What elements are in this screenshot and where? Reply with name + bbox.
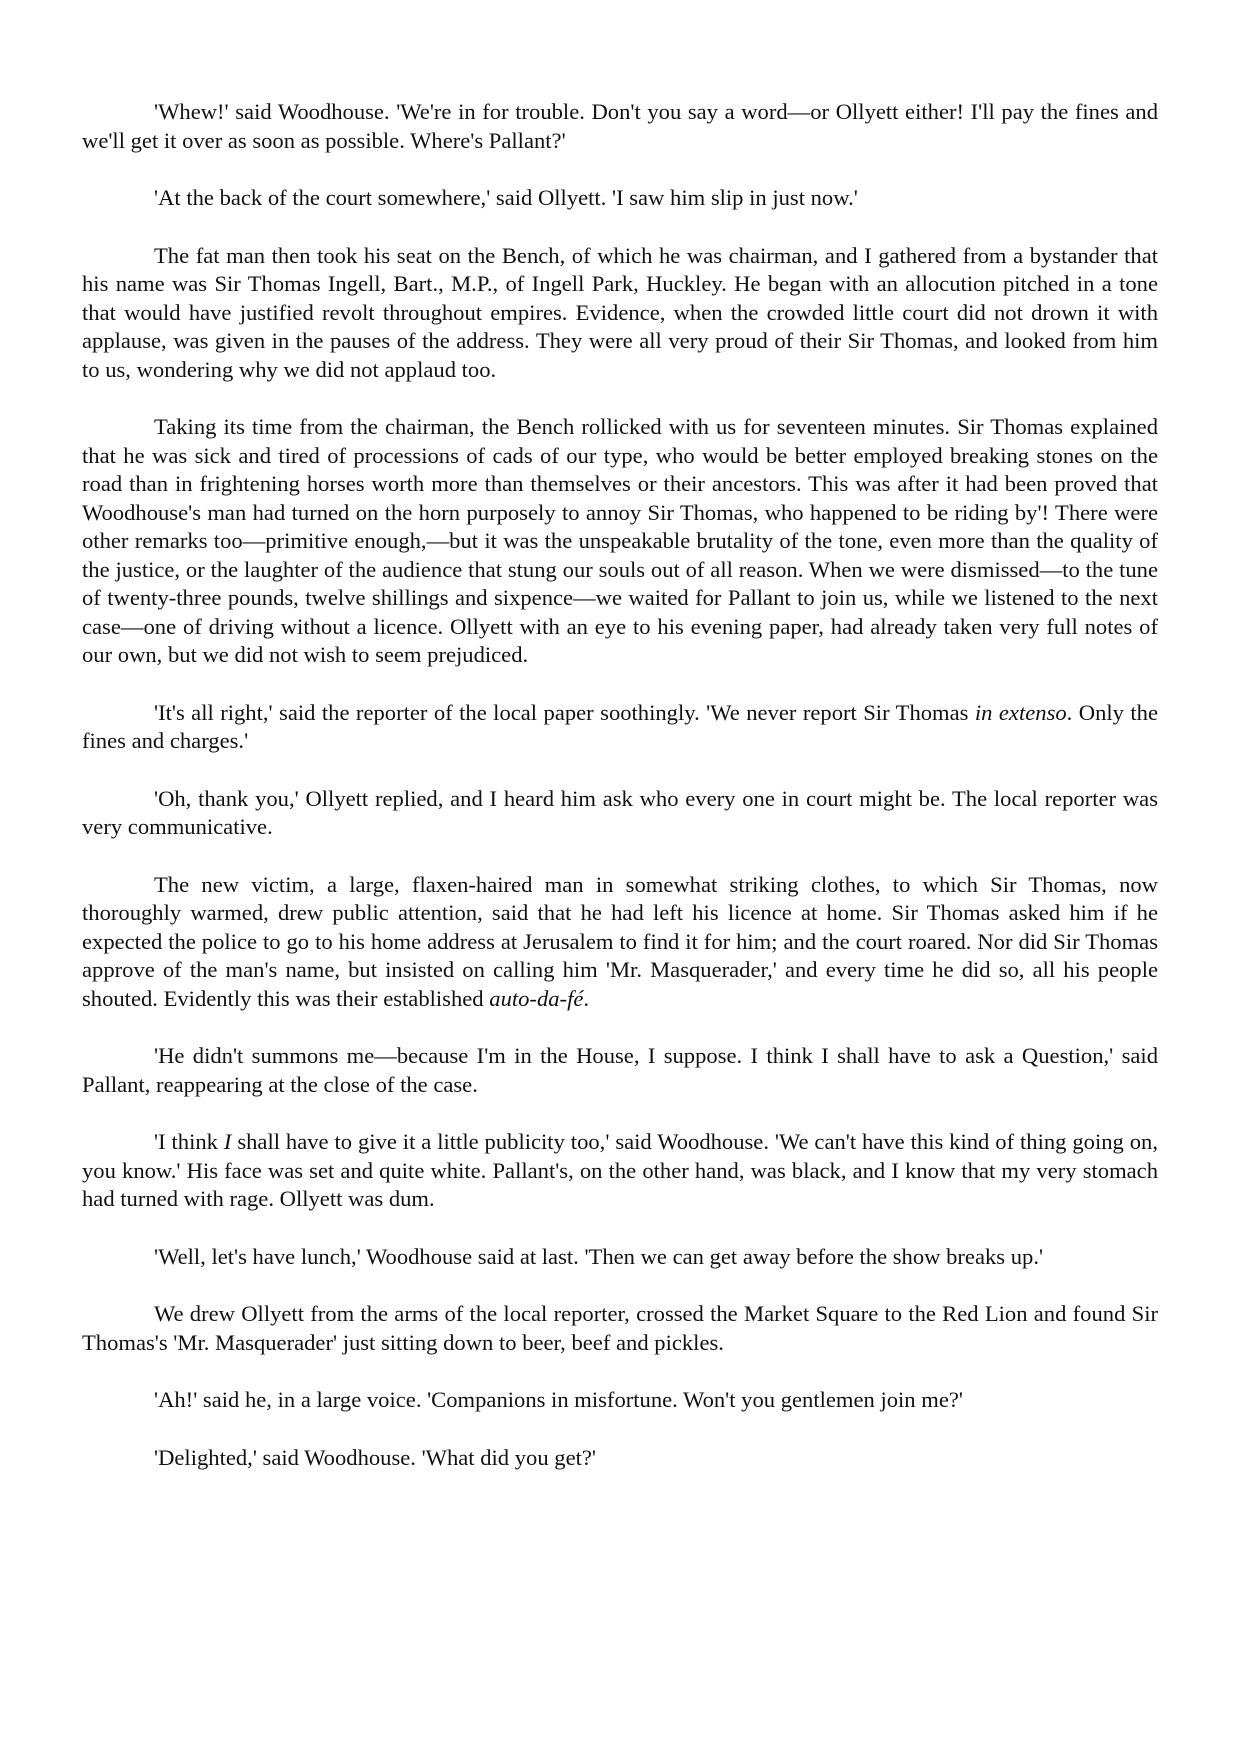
paragraph bbox=[82, 184, 1158, 213]
paragraph-text: 'Delighted,' said Woodhouse. 'What did you get?' bbox=[154, 1444, 596, 1470]
italic-phrase: I bbox=[223, 1129, 232, 1154]
paragraph-text: shall have to give it a little publicity too,' said Woodhouse. 'We can't have this kind of thing going on, you know.' His face was set and quite white. Pallant's, on the other hand, was black, and I know that my very stomach had turned with rage. Ollyett was dum. bbox=[82, 1129, 1158, 1211]
document-page bbox=[82, 98, 1158, 1472]
paragraph bbox=[82, 1444, 1158, 1473]
paragraph-text: 'Ah!' said he, in a large voice. 'Companions in misfortune. Won't you gentlemen join me?' bbox=[154, 1387, 963, 1412]
paragraph-text: We drew Ollyett from the arms of the local reporter, crossed the Market Square to the Red Lion and found Sir Thomas's 'Mr. Masquerader' just sitting down to beer, beef and pickles. bbox=[82, 1301, 1158, 1355]
paragraph bbox=[82, 1042, 1158, 1099]
paragraph bbox=[82, 242, 1158, 385]
paragraph bbox=[82, 871, 1158, 1014]
paragraph-text: 'Well, let's have lunch,' Woodhouse said at last. 'Then we can get away before the show breaks up.' bbox=[154, 1243, 1044, 1269]
paragraph-text: 'I think bbox=[154, 1129, 224, 1154]
paragraph bbox=[82, 413, 1158, 670]
italic-phrase: in extenso bbox=[974, 699, 1067, 725]
paragraph-text: 'At the back of the court somewhere,' said Ollyett. 'I saw him slip in just now.' bbox=[154, 185, 858, 210]
paragraph-text: 'He didn't summons me—because I'm in the House, I suppose. I think I shall have to ask a Question,' said Pallant, reappearing at the close of the case. bbox=[82, 1043, 1158, 1097]
paragraph bbox=[82, 1128, 1158, 1214]
paragraph-text: The new victim, a large, flaxen-haired man in somewhat striking clothes, to which Sir Thomas, now thoroughly warmed, drew public attention, said that he had left his licence at home. Sir Thomas asked him if he expected the police to go to his home address at Jerusalem to find it for him; and the court roared. Nor did Sir Thomas approve of the man's name, but insisted on calling him 'Mr. Masquerader,' and every time he did so, all his people shouted. Evidently this was their established bbox=[82, 871, 1158, 1011]
paragraph bbox=[82, 699, 1158, 756]
paragraph-text: 'It's all right,' said the reporter of the local paper soothingly. 'We never report Sir Thomas bbox=[154, 699, 975, 725]
paragraph-text: 'Whew!' said Woodhouse. 'We're in for trouble. Don't you say a word—or Ollyett either! I'll pay the fines and we'll get it over as soon as possible. Where's Pallant?' bbox=[82, 99, 1158, 153]
paragraph-text: . Only the fines and charges.' bbox=[82, 699, 1158, 753]
paragraph-text: 'Oh, thank you,' Ollyett replied, and I heard him ask who every one in court might be. The local reporter was very communicative. bbox=[82, 785, 1158, 839]
paragraph-text: . bbox=[583, 985, 590, 1011]
paragraph bbox=[82, 98, 1158, 155]
paragraph bbox=[82, 1243, 1158, 1272]
paragraph bbox=[82, 785, 1158, 842]
paragraph bbox=[82, 1300, 1158, 1357]
italic-phrase: auto-da-fé bbox=[489, 985, 584, 1011]
paragraph-text: The fat man then took his seat on the Bench, of which he was chairman, and I gathered from a bystander that his name was Sir Thomas Ingell, Bart., M.P., of Ingell Park, Huckley. He began with an allocution pitched in a tone that would have justified revolt throughout empires. Evidence, when the crowded little court did not drown it with applause, was given in the pauses of the address. They were all very proud of their Sir Thomas, and looked from him to us, wondering why we did not applaud too. bbox=[82, 242, 1158, 382]
paragraph-text: Taking its time from the chairman, the Bench rollicked with us for seventeen minutes. Sir Thomas explained that he was sick and tired of processions of cads of our type, who would be better employed breaking stones on the road than in frightening horses worth more than themselves or their ancestors. This was after it had been proved that Woodhouse's man had turned on the horn purposely to annoy Sir Thomas, who happened to be riding by'! There were other remarks too—primitive enough,—but it was the unspeakable brutality of the tone, even more than the quality of the justice, or the laughter of the audience that stung our souls out of all reason. When we were dismissed—to the tune of twenty-three pounds, twelve shillings and sixpence—we waited for Pallant to join us, while we listened to the next case—one of driving without a licence. Ollyett with an eye to his evening paper, had already taken very full notes of our own, but we did not wish to seem prejudiced. bbox=[82, 414, 1158, 667]
paragraph bbox=[82, 1386, 1158, 1415]
